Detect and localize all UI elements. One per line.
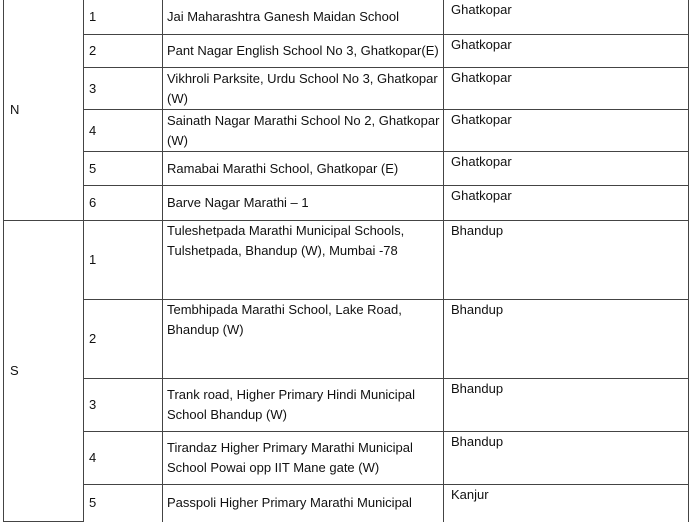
area-name: Bhandup [444, 300, 689, 379]
area-name: Bhandup [444, 221, 689, 300]
row-number: 1 [84, 0, 163, 35]
table-row [4, 379, 689, 432]
ward-cell-n: N [4, 0, 84, 221]
school-name: Sainath Nagar Marathi School No 2, Ghatkopar (W) [163, 110, 444, 152]
area-name: Ghatkopar [444, 35, 689, 68]
table-row [4, 485, 689, 522]
ward-cell-s: S [4, 221, 84, 522]
school-name: Trank road, Higher Primary Hindi Municipal School Bhandup (W) [163, 379, 444, 432]
row-number: 3 [84, 379, 163, 432]
row-number: 4 [84, 110, 163, 152]
area-name: Ghatkopar [444, 110, 689, 152]
school-name: Jai Maharashtra Ganesh Maidan School [163, 0, 444, 35]
table-row [4, 152, 689, 186]
area-name: Kanjur [444, 485, 689, 522]
school-name: Barve Nagar Marathi – 1 [163, 186, 444, 221]
school-name: Tembhipada Marathi School, Lake Road, Bhandup (W) [163, 300, 444, 379]
row-number: 5 [84, 152, 163, 186]
schools-table [3, 0, 689, 522]
table-row [4, 300, 689, 379]
table-row [4, 0, 689, 35]
school-name: Tuleshetpada Marathi Municipal Schools, Tulshetpada, Bhandup (W), Mumbai -78 [163, 221, 444, 300]
school-name: Ramabai Marathi School, Ghatkopar (E) [163, 152, 444, 186]
school-name: Tirandaz Higher Primary Marathi Municipal School Powai opp IIT Mane gate (W) [163, 432, 444, 485]
row-number: 2 [84, 300, 163, 379]
school-name: Pant Nagar English School No 3, Ghatkopar(E) [163, 35, 444, 68]
row-number: 2 [84, 35, 163, 68]
area-name: Bhandup [444, 432, 689, 485]
school-name: Passpoli Higher Primary Marathi Municipal [163, 485, 444, 522]
table-row [4, 110, 689, 152]
area-name: Ghatkopar [444, 68, 689, 110]
area-name: Ghatkopar [444, 0, 689, 35]
area-name: Ghatkopar [444, 186, 689, 221]
table-row [4, 432, 689, 485]
school-name: Vikhroli Parksite, Urdu School No 3, Ghatkopar (W) [163, 68, 444, 110]
row-number: 6 [84, 186, 163, 221]
row-number: 5 [84, 485, 163, 522]
row-number: 3 [84, 68, 163, 110]
row-number: 4 [84, 432, 163, 485]
area-name: Ghatkopar [444, 152, 689, 186]
table-row [4, 186, 689, 221]
table-row [4, 68, 689, 110]
table-row [4, 221, 689, 300]
area-name: Bhandup [444, 379, 689, 432]
table-row [4, 35, 689, 68]
row-number: 1 [84, 221, 163, 300]
